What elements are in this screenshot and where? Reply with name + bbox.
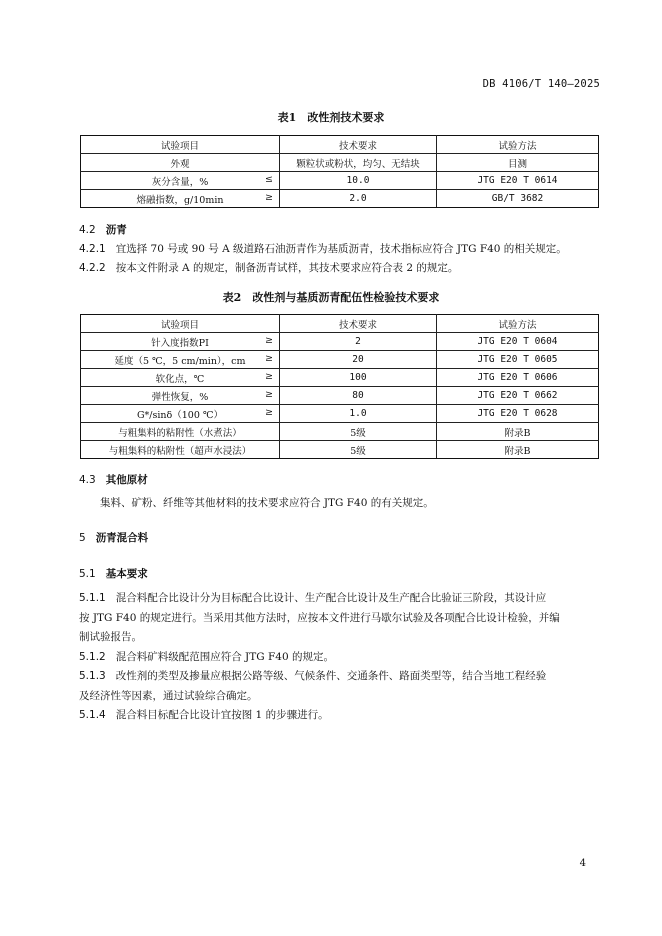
table-header-row (81, 136, 599, 154)
table-cell-method: JTG E20 T 0662 (437, 387, 599, 405)
table-header-cell: 试验方法 (437, 315, 599, 333)
table-row (81, 172, 599, 190)
clause-5-1-4: 5.1.4 混合料目标配合比设计宜按图 1 的步骤进行。 (79, 709, 329, 721)
table-cell-requirement: 2 (280, 333, 437, 351)
table-cell-method: 附录B (437, 423, 599, 441)
table1 (80, 135, 599, 208)
table-cell-requirement: 颗粒状或粉状，均匀、无结块 (280, 154, 437, 172)
table-row (81, 154, 599, 172)
table-row (81, 369, 599, 387)
table-header-cell: 试验项目 (81, 315, 280, 333)
table-cell-requirement: 100 (280, 369, 437, 387)
clause-4-2-2: 4.2.2 按本文件附录 A 的规定，制备沥青试样，其技术要求应符合表 2 的规定。 (79, 262, 459, 274)
paragraph-4-3: 集料、矿粉、纤维等其他材料的技术要求应符合 JTG F40 的有关规定。 (100, 497, 434, 509)
table-header-cell: 试验方法 (437, 136, 599, 154)
table-row (81, 423, 599, 441)
page-number: 4 (579, 858, 586, 869)
table-header-cell: 技术要求 (280, 136, 437, 154)
table-cell-method: JTG E20 T 0628 (437, 405, 599, 423)
table-row (81, 351, 599, 369)
table2 (80, 314, 599, 459)
table-cell-item: 弹性恢复，% ≥ (81, 387, 280, 405)
table1-caption: 表1 改性剂技术要求 (277, 111, 385, 124)
table-cell-method: GB/T 3682 (437, 190, 599, 208)
table-cell-requirement: 10.0 (280, 172, 437, 190)
table-cell-item: 延度（5 ℃，5 cm/min），cm ≥ (81, 351, 280, 369)
table-row (81, 333, 599, 351)
table-cell-item: 软化点，℃ ≥ (81, 369, 280, 387)
table-cell-item: 与粗集料的粘附性（水煮法） (81, 423, 280, 441)
table-cell-requirement: 5级 (280, 441, 437, 459)
section-heading-4-2: 4.2 沥青 (79, 224, 127, 236)
table-cell-method: JTG E20 T 0606 (437, 369, 599, 387)
clause-5-1-1: 5.1.1 混合料配合比设计分为目标配合比设计、生产配合比设计及生产配合比验证三阶段，其设计应 按 JTG F40 的规定进行。当采用其他方法时，应按本文件进行马歇尔试验及各项配合比设计检验，并编 制试验报告。 (79, 592, 560, 643)
table-cell-requirement: 1.0 (280, 405, 437, 423)
table2-caption: 表2 改性剂与基质沥青配伍性检验技术要求 (222, 291, 440, 304)
table-header-row (81, 315, 599, 333)
table-cell-method: JTG E20 T 0604 (437, 333, 599, 351)
table-row (81, 441, 599, 459)
section-heading-5: 5 沥青混合料 (79, 532, 149, 544)
table-cell-item: 灰分含量，% ≤ (81, 172, 280, 190)
clause-4-2-1: 4.2.1 宜选择 70 号或 90 号 A 级道路石油沥青作为基质沥青，技术指标应符合 JTG F40 的相关规定。 (79, 243, 567, 255)
table-cell-method: JTG E20 T 0605 (437, 351, 599, 369)
table-cell-requirement: 20 (280, 351, 437, 369)
section-heading-4-3: 4.3 其他原材 (79, 474, 148, 486)
table-row (81, 190, 599, 208)
clause-5-1-2: 5.1.2 混合料矿料级配范围应符合 JTG F40 的规定。 (79, 651, 334, 663)
table-cell-requirement: 5级 (280, 423, 437, 441)
table-cell-item: 熔融指数，g/10min ≥ (81, 190, 280, 208)
table-cell-item: 针入度指数PI ≥ (81, 333, 280, 351)
document-code: DB 4106/T 140—2025 (482, 78, 600, 90)
table-row (81, 405, 599, 423)
clause-5-1-3: 5.1.3 改性剂的类型及掺量应根据公路等级、气候条件、交通条件、路面类型等，结合当地工程经验 及经济性等因素，通过试验综合确定。 (79, 670, 547, 702)
table-cell-item: 外观 (81, 154, 280, 172)
section-heading-5-1: 5.1 基本要求 (79, 568, 148, 580)
table-cell-item: 与粗集料的粘附性（超声水浸法） (81, 441, 280, 459)
table-cell-method: 目测 (437, 154, 599, 172)
table-cell-requirement: 2.0 (280, 190, 437, 208)
table-cell-item: G*/sinδ（100 ℃） ≥ (81, 405, 280, 423)
table-row (81, 387, 599, 405)
table-cell-method: 附录B (437, 441, 599, 459)
table-header-cell: 技术要求 (280, 315, 437, 333)
table-cell-requirement: 80 (280, 387, 437, 405)
table-cell-method: JTG E20 T 0614 (437, 172, 599, 190)
table-header-cell: 试验项目 (81, 136, 280, 154)
